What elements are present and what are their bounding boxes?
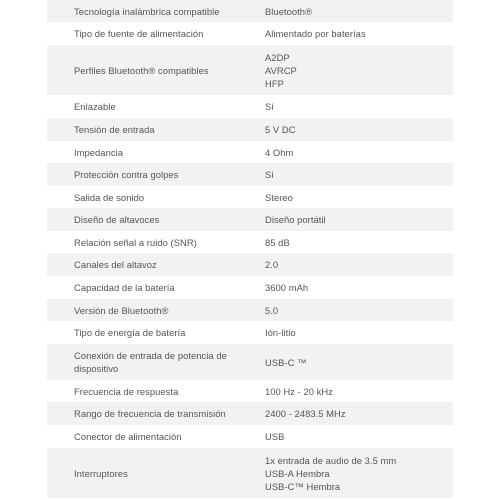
- spec-value-line: 2.0: [265, 259, 279, 270]
- spec-row: [47, 448, 453, 498]
- spec-value-line: Stereo: [265, 191, 293, 203]
- spec-value-line: AVRCP: [265, 64, 297, 76]
- spec-row: [47, 402, 453, 425]
- spec-row: [47, 380, 453, 402]
- spec-value-line: 1x entrada de audio de 3.5 mm: [265, 454, 397, 466]
- spec-value-line: USB: [265, 431, 285, 442]
- spec-value: [265, 231, 453, 253]
- spec-value-line: Ión-litio: [265, 327, 296, 338]
- spec-value-line: Sí: [265, 101, 274, 112]
- spec-row: [47, 95, 453, 118]
- spec-row: [47, 253, 453, 276]
- spec-label: Versión de Bluetooth®: [47, 299, 265, 321]
- spec-value-line: Bluetooth®: [265, 5, 313, 17]
- spec-value-line: USB-C™ Hembra: [265, 480, 341, 492]
- specifications-table: [47, 0, 453, 498]
- spec-value: [265, 448, 453, 498]
- spec-value: [265, 425, 453, 448]
- spec-value-line: 3600 mAh: [265, 282, 309, 293]
- spec-label: Capacidad de la batería: [47, 276, 265, 299]
- spec-label: Perfiles Bluetooth® compatibles: [47, 45, 265, 95]
- spec-value-line: 4 Ohm: [265, 146, 294, 158]
- spec-value-line: A2DP: [265, 51, 290, 63]
- spec-label: Relación señal a ruido (SNR): [47, 231, 265, 253]
- spec-row: [47, 163, 453, 186]
- spec-value: [265, 163, 453, 186]
- spec-row: [47, 425, 453, 448]
- spec-value-line: HFP: [265, 77, 284, 89]
- spec-row: [47, 186, 453, 208]
- spec-label: Frecuencia de respuesta: [47, 380, 265, 402]
- spec-row: [47, 0, 453, 22]
- spec-value-line: USB-C ™: [265, 356, 307, 368]
- spec-value: [265, 276, 453, 299]
- spec-value: [265, 344, 453, 380]
- spec-label: Conector de alimentación: [47, 425, 265, 448]
- spec-value-line: 2400 - 2483.5 MHz: [265, 408, 346, 419]
- spec-row: [47, 276, 453, 299]
- spec-label: Salida de sonido: [47, 186, 265, 208]
- spec-value: [265, 118, 453, 141]
- spec-row: [47, 118, 453, 141]
- spec-row: [47, 22, 453, 45]
- spec-value-line: Diseño portátil: [265, 214, 326, 225]
- spec-value-line: Sí: [265, 169, 274, 180]
- specifications-body: [47, 0, 453, 498]
- spec-row: [47, 299, 453, 321]
- spec-label: Interruptores: [47, 448, 265, 498]
- spec-label: Rango de frecuencia de transmisión: [47, 402, 265, 425]
- spec-value: [265, 22, 453, 45]
- spec-value: [265, 141, 453, 163]
- spec-row: [47, 344, 453, 380]
- spec-value: [265, 45, 453, 95]
- spec-label: Tecnología inalámbrica compatible: [47, 0, 265, 22]
- spec-value-line: USB-A Hembra: [265, 467, 330, 479]
- spec-row: [47, 141, 453, 163]
- spec-value: [265, 380, 453, 402]
- spec-label: Enlazable: [47, 95, 265, 118]
- spec-label: Canales del altavoz: [47, 253, 265, 276]
- spec-value-line: 5.0: [265, 304, 279, 316]
- spec-value-line: 100 Hz - 20 kHz: [265, 385, 333, 397]
- spec-label: Diseño de altavoces: [47, 208, 265, 231]
- spec-value: [265, 299, 453, 321]
- spec-row: [47, 321, 453, 344]
- spec-label: Tipo de energía de batería: [47, 321, 265, 344]
- spec-label: Tensión de entrada: [47, 118, 265, 141]
- spec-label: Impedancia: [47, 141, 265, 163]
- spec-label: Tipo de fuente de alimentación: [47, 22, 265, 45]
- spec-row: [47, 231, 453, 253]
- spec-value-line: 5 V DC: [265, 124, 296, 135]
- spec-row: [47, 208, 453, 231]
- spec-value-line: Alimentado por baterías: [265, 28, 366, 39]
- spec-value: [265, 321, 453, 344]
- spec-value: [265, 0, 453, 22]
- spec-row: [47, 45, 453, 95]
- spec-value: [265, 186, 453, 208]
- spec-value: [265, 95, 453, 118]
- spec-value: [265, 208, 453, 231]
- spec-label: Conexión de entrada de potencia de dispositivo: [47, 344, 265, 380]
- spec-label: Protección contra golpes: [47, 163, 265, 186]
- spec-value: [265, 402, 453, 425]
- spec-value: [265, 253, 453, 276]
- spec-value-line: 85 dB: [265, 236, 290, 248]
